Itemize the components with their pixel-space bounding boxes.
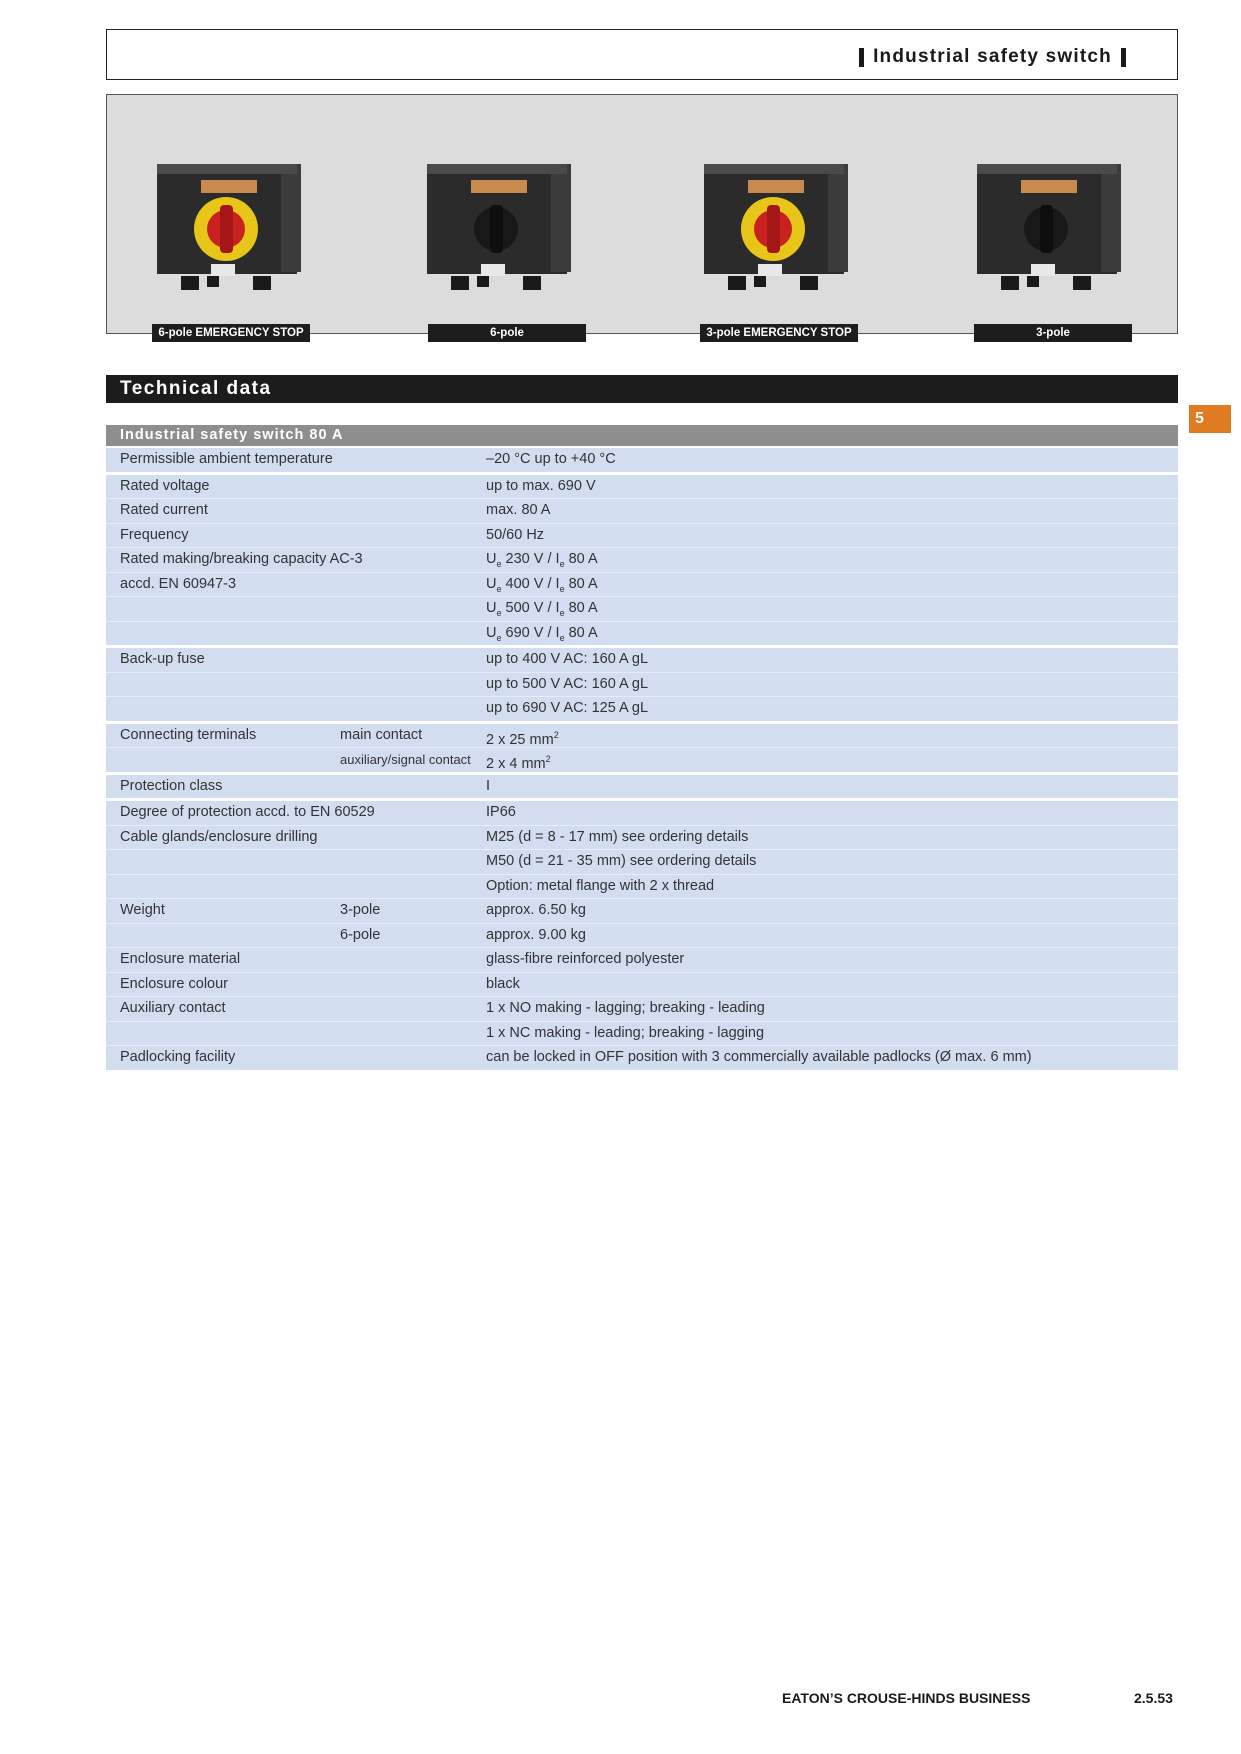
row-value: $U_e$ 230 V / $I_e$ 80 A: [486, 551, 598, 569]
table-row: [106, 597, 1178, 622]
row-label: Protection class: [120, 777, 223, 794]
row-label: Enclosure material: [120, 951, 241, 967]
row-label: Enclosure colour: [120, 975, 228, 992]
row-value: up to max. 690 V: [486, 477, 596, 494]
table-row: [106, 1046, 1178, 1070]
row-value: glass-fibre reinforced polyester: [486, 951, 685, 967]
page-header: [106, 29, 1178, 80]
table-row: [106, 748, 1178, 772]
row-label: Rated making/breaking capacity AC-3: [120, 551, 363, 567]
row-value: 50/60 Hz: [486, 526, 545, 543]
table-row: [106, 875, 1178, 900]
row-group-electrical: [106, 475, 1178, 646]
table-row: [106, 724, 1178, 749]
variant-label: 6-pole: [428, 324, 586, 342]
table-row: [106, 697, 1178, 721]
row-label: Auxiliary contact: [120, 1000, 226, 1016]
row-label: Back-up fuse: [120, 651, 205, 667]
table-title: Industrial safety switch 80 A: [106, 425, 1178, 446]
row-label: Rated current: [120, 502, 208, 518]
table-row: [106, 801, 1178, 826]
row-sublabel: 6-pole: [340, 926, 381, 943]
row-label: Degree of protection accd. to EN 60529: [120, 804, 375, 820]
row-value: $U_e$ 500 V / $I_e$ 80 A: [486, 600, 598, 618]
switch-6-pole-image: [419, 150, 579, 305]
row-value: approx. 9.00 kg: [486, 926, 586, 943]
row-label: Permissible ambient temperature: [120, 451, 333, 467]
table-row: [106, 924, 1178, 949]
row-label: Weight: [120, 902, 165, 918]
bar-mark-right: [1121, 48, 1126, 67]
row-group-backup-fuse: [106, 648, 1178, 721]
table-row: [106, 899, 1178, 924]
row-value: can be locked in OFF position with 3 commercially available padlocks (Ø max. 6 mm): [486, 1049, 1032, 1065]
row-value: max. 80 A: [486, 502, 551, 518]
table-row: [106, 573, 1178, 598]
table-row: [106, 1022, 1178, 1047]
table-row: [106, 973, 1178, 998]
row-sublabel: 3-pole: [340, 902, 381, 918]
table-row: [106, 775, 1178, 799]
variant-label: 6-pole EMERGENCY STOP: [152, 324, 310, 342]
row-value: $U_e$ 400 V / $I_e$ 80 A: [486, 575, 598, 594]
page-number: 2.5.53: [1134, 1690, 1173, 1706]
row-value: up to 690 V AC: 125 A gL: [486, 700, 649, 716]
table-row: [106, 826, 1178, 851]
row-label: Connecting terminals: [120, 726, 257, 743]
row-sublabel: auxiliary/signal contact: [340, 752, 471, 767]
row-value: up to 400 V AC: 160 A gL: [486, 651, 649, 667]
header-title-wrap: [850, 46, 1135, 68]
row-sublabel: main contact: [340, 726, 423, 743]
table-row: [106, 499, 1178, 524]
row-group-protection-class: [106, 775, 1178, 799]
switch-3-pole-emergency-stop-image: [696, 150, 856, 305]
row-value: black: [486, 975, 520, 992]
table-row: [106, 524, 1178, 549]
table-row: [106, 448, 1178, 472]
table-row: [106, 475, 1178, 500]
row-group-terminals: [106, 724, 1178, 772]
row-value: I: [486, 777, 491, 794]
table-row: [106, 673, 1178, 698]
switch-3-pole-image: [969, 150, 1129, 305]
footer-brand: EATON’S CROUSE-HINDS BUSINESS: [782, 1690, 1031, 1706]
row-label: Rated voltage: [120, 477, 210, 494]
row-value: 1 x NO making - lagging; breaking - leading: [486, 1000, 765, 1016]
table-row: [106, 948, 1178, 973]
row-value: 1 x NC making - leading; breaking - lagging: [486, 1024, 765, 1041]
row-group-ambient-temperature: [106, 448, 1178, 472]
row-label: Frequency: [120, 526, 189, 543]
chapter-tab: 5: [1189, 405, 1231, 433]
row-value: 2 x 25 $mm^2$: [486, 729, 559, 748]
table-row: [106, 850, 1178, 875]
row-label: accd. EN 60947-3: [120, 575, 237, 592]
table-row: [106, 548, 1178, 573]
page-title: Industrial safety switch: [873, 46, 1112, 67]
row-value: M50 (d = 21 - 35 mm) see ordering details: [486, 853, 757, 869]
row-value: 2 x 4 $mm^2$: [486, 754, 551, 772]
row-value: $U_e$ 690 V / $I_e$ 80 A: [486, 624, 598, 643]
variant-label: 3-pole EMERGENCY STOP: [700, 324, 858, 342]
bar-mark-left: [859, 48, 864, 67]
table-row: [106, 622, 1178, 646]
row-value: –20 °C up to +40 °C: [486, 451, 616, 467]
row-group-enclosure: [106, 801, 1178, 1070]
row-value: approx. 6.50 kg: [486, 902, 586, 918]
row-value: M25 (d = 8 - 17 mm) see ordering details: [486, 828, 749, 845]
variant-label: 3-pole: [974, 324, 1132, 342]
row-value: Option: metal flange with 2 x thread: [486, 877, 715, 894]
row-value: up to 500 V AC: 160 A gL: [486, 675, 649, 692]
row-value: IP66: [486, 804, 516, 820]
row-label: Cable glands/enclosure drilling: [120, 828, 318, 845]
switch-6-pole-emergency-stop-image: [149, 150, 309, 305]
product-photo-panel: [106, 94, 1178, 334]
row-label: Padlocking facility: [120, 1049, 236, 1065]
table-row: [106, 648, 1178, 673]
section-title: Technical data: [106, 375, 1178, 403]
technical-data-table: [106, 448, 1178, 1073]
table-row: [106, 997, 1178, 1022]
